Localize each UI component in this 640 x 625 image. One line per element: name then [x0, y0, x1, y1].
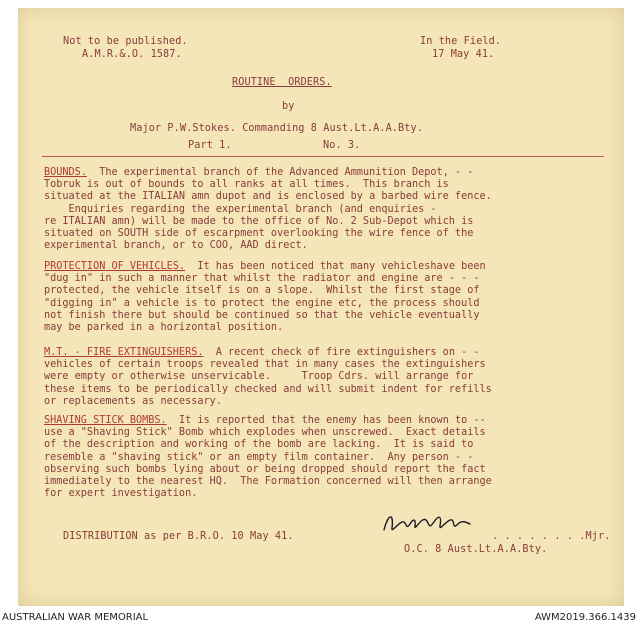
section-line: use a "Shaving Stick" Bomb which explodes when unscrewed. Exact details [44, 427, 486, 439]
not-published-note: Not to be published. [63, 36, 188, 47]
section-line: were empty or otherwise unservicable. Troop Cdrs. will arrange for [44, 371, 474, 383]
section-line: these items to be periodically checked and will submit indent for refills [44, 383, 492, 395]
date-text: 17 May 41. [432, 49, 495, 60]
section-line: situated on SOUTH side of escarpment overlooking the wire fence of the [44, 228, 474, 240]
section-line: experimental branch, or to COO, AAD direct. [44, 240, 308, 252]
order-number: No. 3. [323, 140, 361, 151]
section-line: or replacements as necessary. [44, 395, 222, 407]
reference-number: A.M.R.&.O. 1587. [82, 49, 182, 60]
signature-title: O.C. 8 Aust.Lt.A.A.Bty. [404, 544, 548, 555]
section-fire-extinguishers [44, 347, 604, 408]
section-shaving-stick-bombs [44, 415, 604, 500]
section-line: A recent check of fire extinguishers on - - [215, 347, 480, 358]
section-line: "digging in" a vehicle is to protect the engine etc, the process should [44, 297, 480, 309]
section-heading: SHAVING STICK BOMBS. [44, 415, 167, 426]
section-protection-of-vehicles [44, 261, 604, 334]
section-line: vehicles of certain troops revealed that in many cases the extinguishers [44, 359, 486, 371]
section-line: The experimental branch of the Advanced Ammunition Depot, - - [99, 167, 474, 178]
part-number: Part 1. [188, 140, 232, 151]
section-line: not finish there but should be continued so that the vehicle eventually [44, 309, 480, 321]
author-line: Major P.W.Stokes. Commanding 8 Aust.Lt.A.A.Bty. [130, 123, 423, 134]
section-line: may be parked in a horizontal position. [44, 322, 284, 334]
section-line: situated at the ITALIAN amn dupot and is enclosed by a barbed wire fence. [44, 191, 492, 203]
header-divider [42, 156, 604, 157]
section-line: re ITALIAN amn) will be made to the office of No. 2 Sub-Depot which is [44, 215, 474, 227]
section-bounds [44, 167, 604, 252]
distribution-line: DISTRIBUTION as per B.R.O. 10 May 41. [63, 531, 294, 542]
section-line: of the description and working of the bomb are lacking. It is said to [44, 439, 474, 451]
section-line: It has been noticed that many vehicleshave been [197, 261, 486, 272]
section-line: immediately to the nearest HQ. The Formation concerned will then arrange [44, 476, 492, 488]
section-line: protected, the vehicle itself is on a slope. Whilst the first stage of [44, 285, 480, 297]
handwritten-signature [380, 508, 490, 536]
footer-right: AWM2019.366.1439 [534, 612, 636, 623]
page-title: ROUTINE ORDERS. [232, 77, 332, 88]
section-line: Tobruk is out of bounds to all ranks at all times. This branch is [44, 179, 449, 191]
section-line: observing such bombs lying about or being dropped should report the fact [44, 463, 486, 475]
section-heading: PROTECTION OF VEHICLES. [44, 261, 186, 272]
section-line: It is reported that the enemy has been known to -- [178, 415, 486, 426]
section-heading: M.T. - FIRE EXTINGUISHERS. [44, 347, 204, 358]
location-text: In the Field. [420, 36, 502, 47]
section-heading: BOUNDS. [44, 167, 87, 178]
section-line: for expert investigation. [44, 488, 198, 500]
section-line: resemble a "shaving stick" or an empty film container. Any person - - [44, 451, 474, 463]
footer-left: AUSTRALIAN WAR MEMORIAL [2, 612, 149, 623]
by-text: by [282, 101, 295, 112]
signature-dots: . . . . . . . .Mjr. [492, 531, 611, 542]
section-line: "dug in" in such a manner that whilst the radiator and engine are - - - [44, 273, 480, 285]
section-line: Enquiries regarding the experimental branch (and enquiries - [44, 203, 437, 215]
